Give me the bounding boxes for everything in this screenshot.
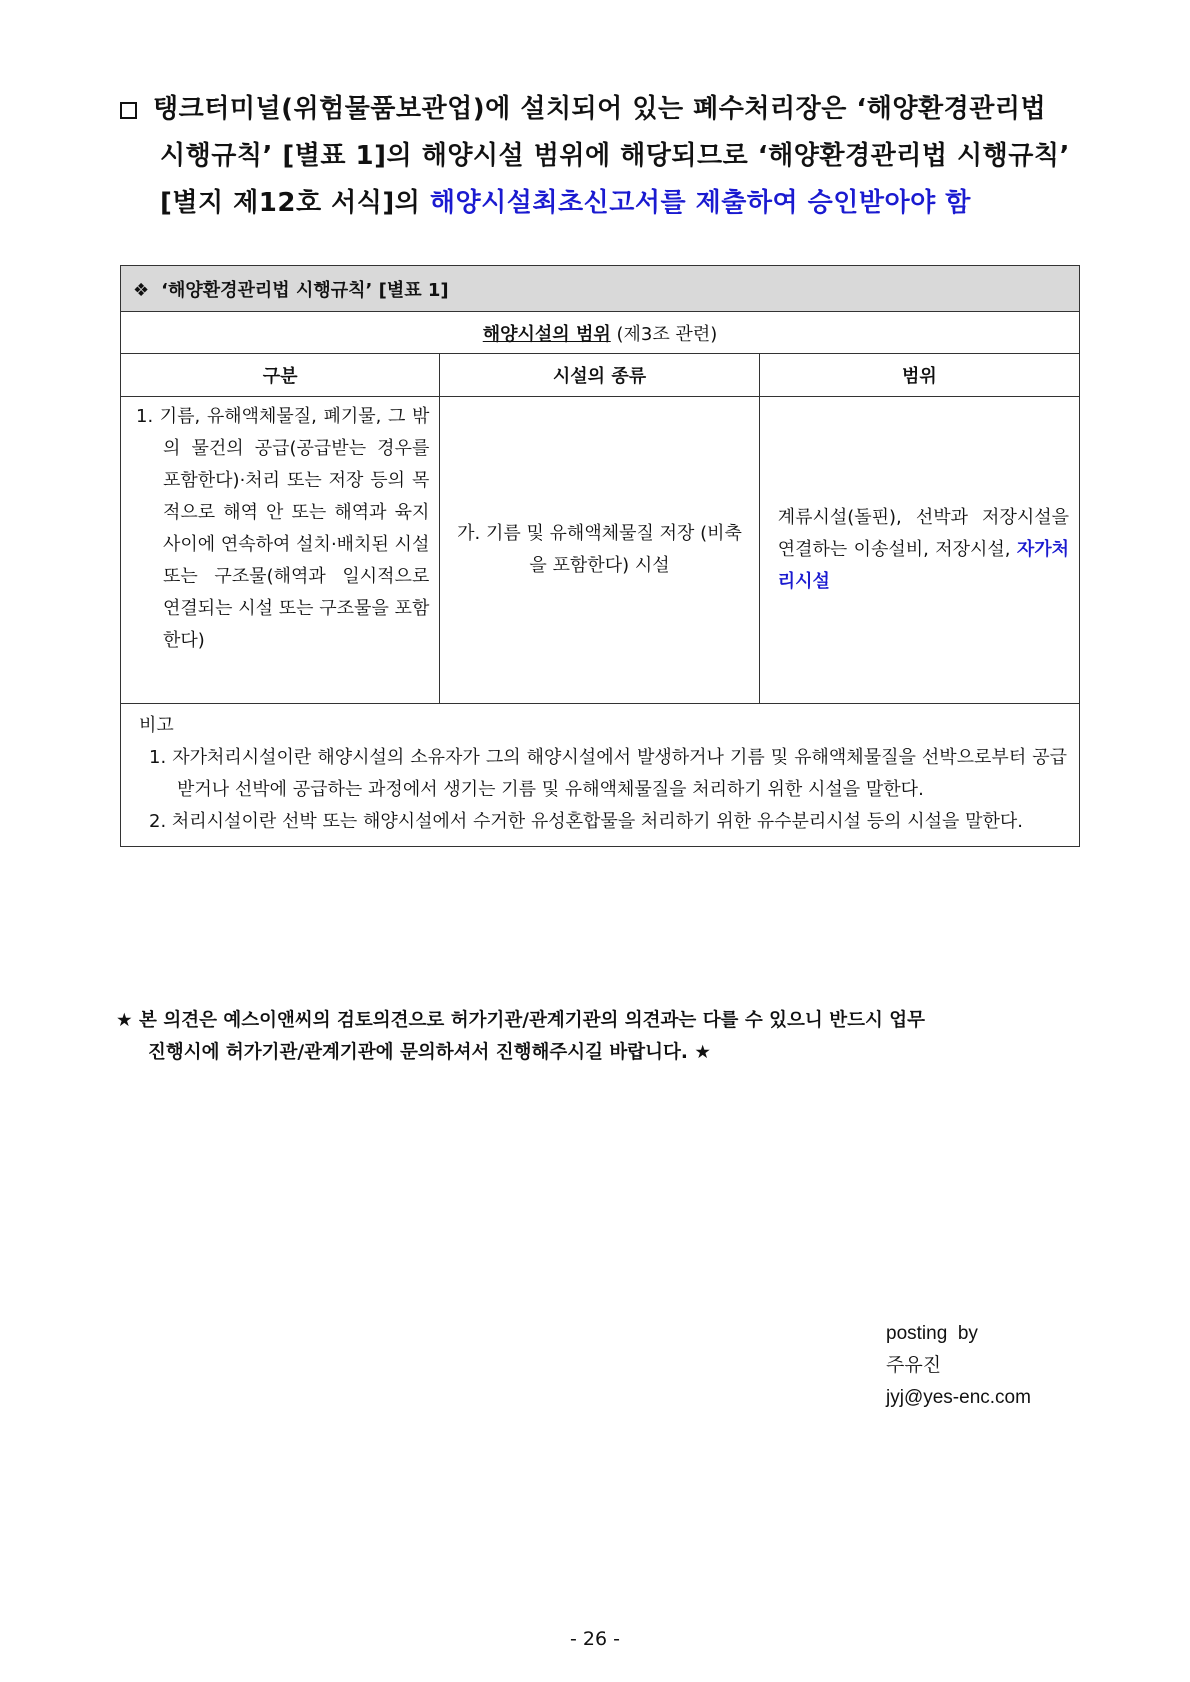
heading-text-3: [별지 제12호 서식]의 <box>160 188 430 218</box>
table-title-text: ‘해양환경관리법 시행규칙’ [별표 1] <box>161 279 449 301</box>
heading-highlight: 해양시설최초신고서를 제출하여 승인받아야 함 <box>429 188 971 218</box>
posting-label: posting by <box>886 1323 978 1344</box>
table-subtitle <box>121 312 1080 354</box>
note-item-2: 2. 처리시설이란 선박 또는 해양시설에서 수거한 유성혼합물을 처리하기 위한 유수분리시설 등의 시설을 말한다. <box>149 811 1024 832</box>
heading-line-2: 시행규칙’ [별표 1]의 해양시설 범위에 해당되므로 ‘해양환경관리법 시행규칙’ <box>160 141 1070 171</box>
diamond-bullet-icon: ❖ <box>133 279 150 301</box>
posting-info <box>886 1318 1031 1414</box>
main-heading <box>120 86 1085 227</box>
category-cell: 1. 기름, 유해액체물질, 폐기물, 그 밖의 물건의 공급(공급받는 경우를 포함한다)·처리 또는 저장 등의 목적으로 해역 안 또는 해역과 육지 사이에 연속하여 설치·배치된 시설 또는 구조물(해역과 일시적으로 연결되는 시설 또는 구조물을 포함한다) <box>121 397 440 704</box>
scope-text: 계류시설(돌핀), 선박과 저장시설을 연결하는 이송설비, 저장시설, <box>777 507 1069 560</box>
column-header-facility-type: 시설의 종류 <box>440 354 759 397</box>
author-name: 주유진 <box>886 1355 942 1376</box>
heading-line-3 <box>120 180 1085 227</box>
heading-line-1 <box>120 86 1085 133</box>
disclaimer-notice <box>116 1005 1086 1069</box>
table-row <box>121 397 1080 704</box>
notice-line-2: 진행시에 허가기관/관계기관에 문의하셔서 진행해주시길 바랍니다. ★ <box>148 1042 711 1063</box>
author-email: jyj@yes-enc.com <box>886 1387 1031 1408</box>
notice-line-1: ★ 본 의견은 예스이앤씨의 검토의견으로 허가기관/관계기관의 의견과는 다를 수 있으니 반드시 업무 <box>116 1010 926 1031</box>
facility-type-cell: 가. 기름 및 유해액체물질 저장 (비축을 포함한다) 시설 <box>440 397 759 704</box>
column-header-category: 구분 <box>121 354 440 397</box>
regulation-table <box>120 265 1080 847</box>
scope-highlight: 자가처리시설 <box>777 539 1069 592</box>
subtitle-underlined: 해양시설의 범위 <box>482 323 611 345</box>
checkbox-icon <box>120 102 137 119</box>
page-number: - 26 - <box>570 1628 620 1650</box>
table-title <box>121 266 1080 312</box>
note-item-1: 1. 자가처리시설이란 해양시설의 소유자가 그의 해양시설에서 발생하거나 기름 및 유해액체물질을 선박으로부터 공급받거나 선박에 공급하는 과정에서 생기는 기름 및 유해액체물질을 처리하기 위한 시설을 말한다. <box>149 747 1067 800</box>
heading-text-1: 탱크터미널(위험물품보관업)에 설치되어 있는 폐수처리장은 ‘해양환경관리법 <box>153 94 1047 124</box>
scope-cell <box>759 397 1079 704</box>
column-header-scope: 범위 <box>759 354 1079 397</box>
notes-label: 비고 <box>139 715 174 736</box>
subtitle-rest: (제3조 관련) <box>610 323 718 345</box>
notes-cell <box>121 704 1080 847</box>
